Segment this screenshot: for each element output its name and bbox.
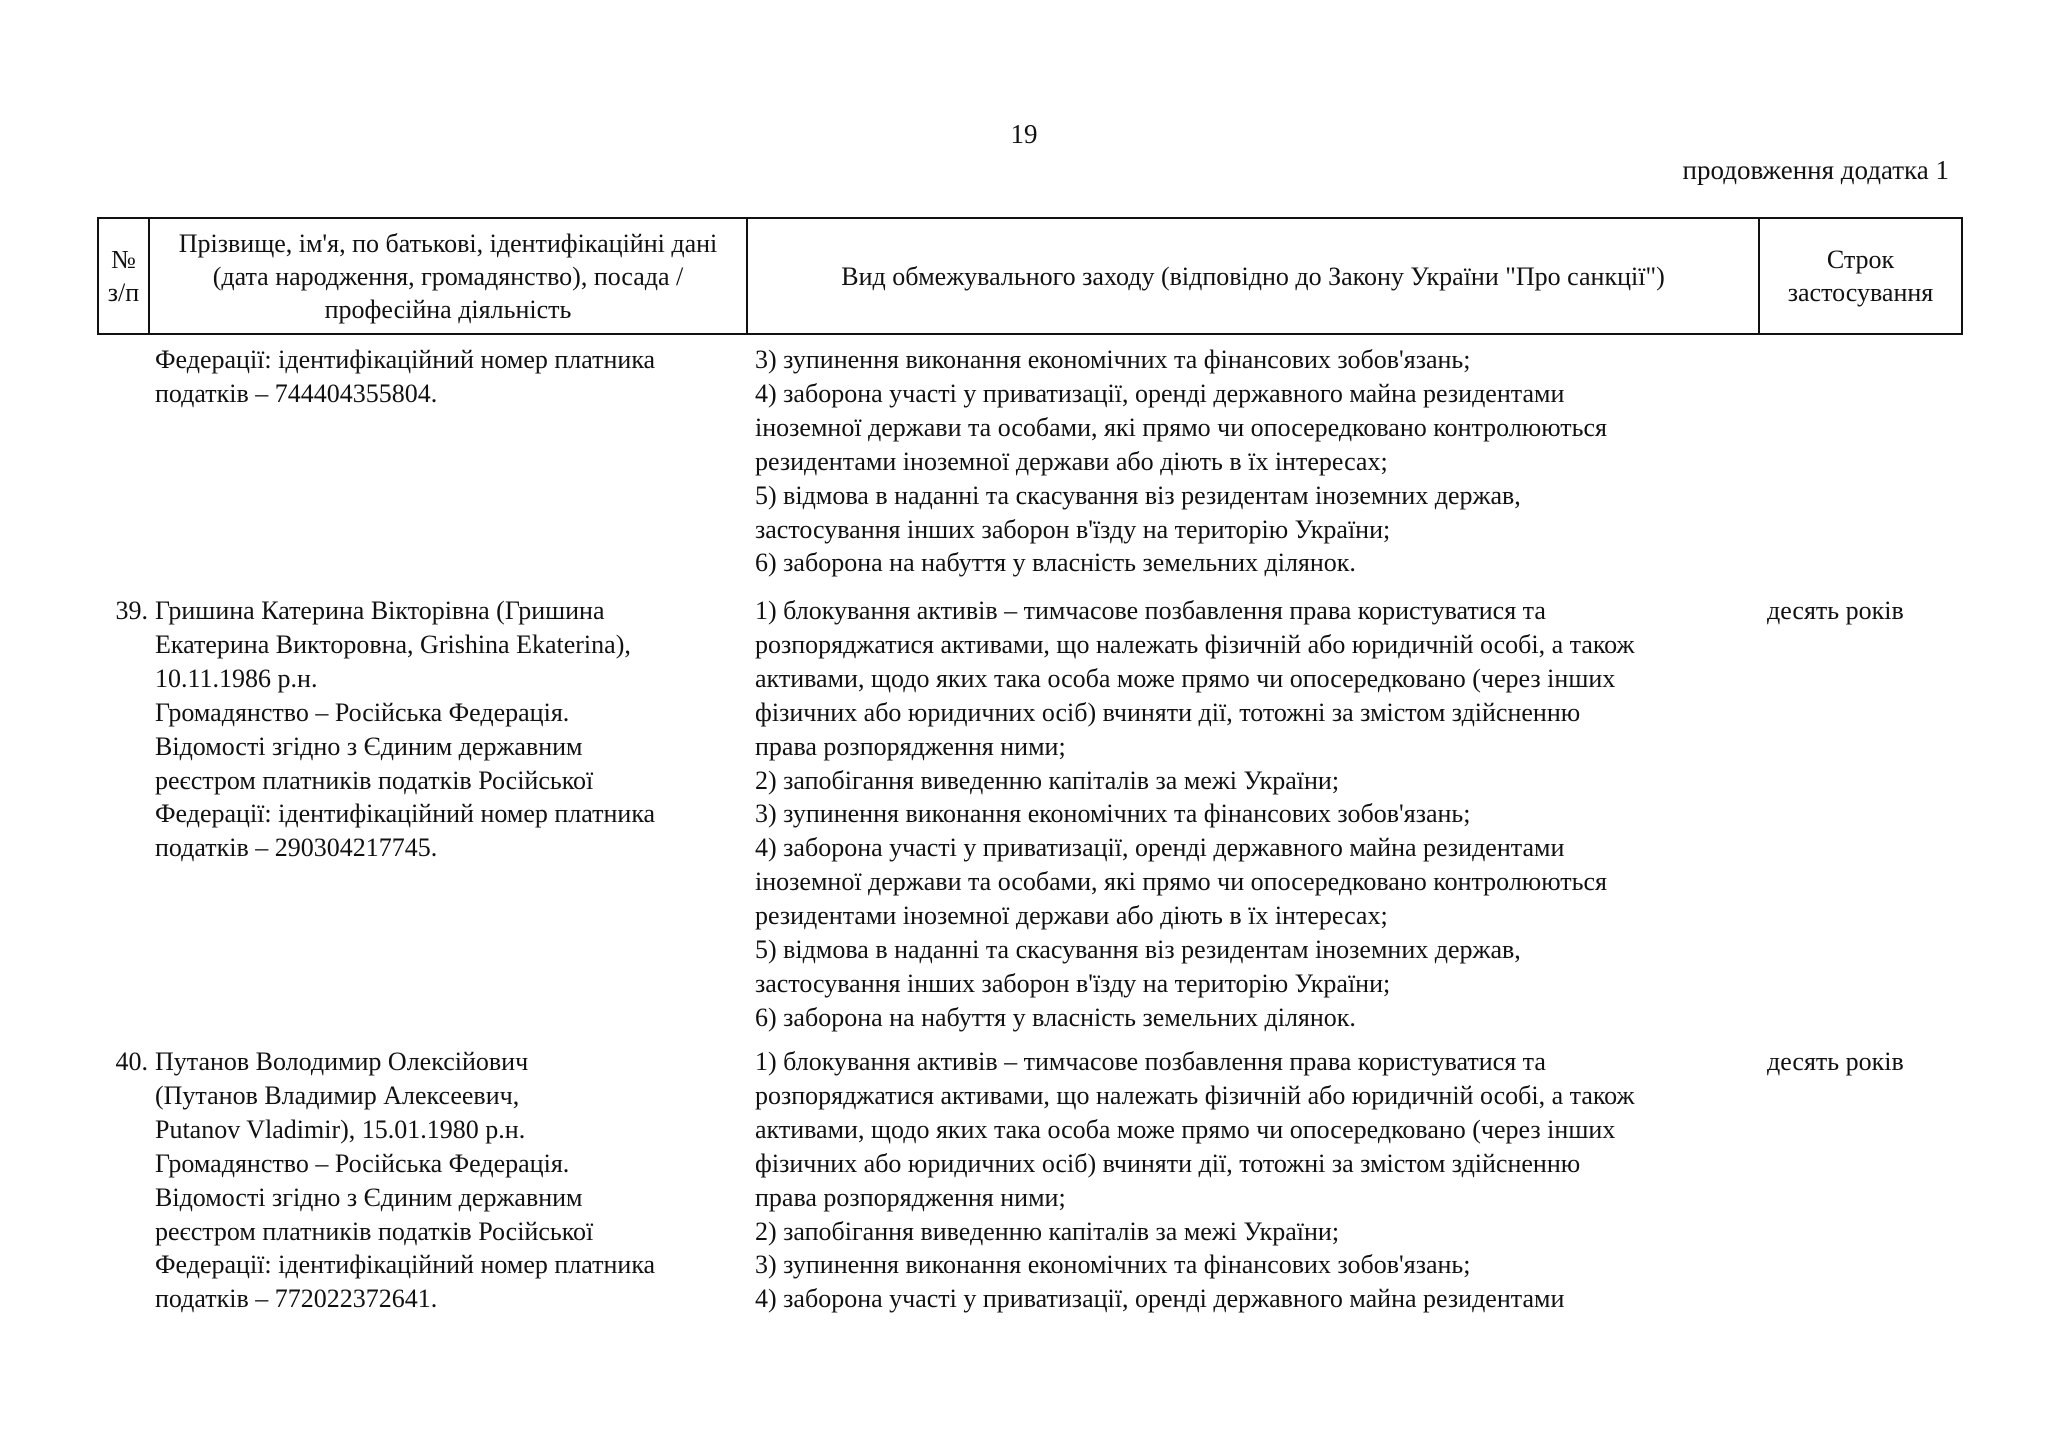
measure-line: 1) блокування активів – тимчасове позбавлення права користуватися та xyxy=(755,596,1546,625)
measure-line: 4) заборона участі у приватизації, оренді державного майна резидентами xyxy=(755,1284,1565,1314)
page-number: 19 xyxy=(1010,119,1038,149)
measure-line: активами, щодо яких така особа може прямо чи опосередковано (через інших xyxy=(755,663,1616,693)
person-line: реєстром платників податків Російської xyxy=(155,765,594,795)
row-number: 39. xyxy=(115,596,148,625)
person-line: Федерації: ідентифікаційний номер платника xyxy=(155,799,656,829)
person-line: податків – 744404355804. xyxy=(155,378,438,408)
restrictive-measures xyxy=(755,594,1760,1035)
restrictive-measures xyxy=(755,1045,1760,1316)
restrictive-measures xyxy=(755,343,1760,580)
person-line: Федерації: ідентифікаційний номер платника xyxy=(155,1250,656,1280)
measure-line: 1) блокування активів – тимчасове позбавлення права користуватися та xyxy=(755,1047,1546,1076)
measure-line: резидентами іноземної держави або діють в їх інтересах; xyxy=(755,446,1388,476)
application-term: десять років xyxy=(1767,596,1904,625)
measure-line: 3) зупинення виконання економічних та фінансових зобов'язань; xyxy=(755,345,1471,374)
person-line: реєстром платників податків Російської xyxy=(155,1216,594,1246)
measure-line: 4) заборона участі у приватизації, оренді державного майна резидентами xyxy=(755,378,1565,408)
person-line: Екатерина Викторовна, Grishina Ekaterina), xyxy=(155,629,631,659)
measure-line: 2) запобігання виведенню капіталів за межі України; xyxy=(755,765,1340,795)
person-line: Відомості згідно з Єдиним державним xyxy=(155,1182,583,1212)
person-line: податків – 772022372641. xyxy=(155,1284,438,1314)
appendix-continuation-note: продовження додатка 1 xyxy=(1682,155,1949,185)
person-line: Громадянство – Російська Федерація. xyxy=(155,1148,570,1178)
sanctions-table-header xyxy=(97,217,1963,335)
measure-line: 3) зупинення виконання економічних та фінансових зобов'язань; xyxy=(755,1250,1471,1280)
person-line: 10.11.1986 р.н. xyxy=(155,663,318,693)
measure-line: резидентами іноземної держави або діють в їх інтересах; xyxy=(755,901,1388,931)
person-line: Громадянство – Російська Федерація. xyxy=(155,697,570,727)
measure-line: 4) заборона участі у приватизації, оренді державного майна резидентами xyxy=(755,833,1565,863)
measure-line: іноземної держави та особами, які прямо чи опосередковано контролюються xyxy=(755,867,1608,897)
header-person-details: Прізвище, ім'я, по батькові, ідентифікаційні дані (дата народження, громадянство), посада / професійна діяльність xyxy=(149,218,747,334)
person-details xyxy=(155,594,740,865)
person-line: Гришина Катерина Вікторівна (Гришина xyxy=(155,596,605,625)
person-line: Путанов Володимир Олексійович xyxy=(155,1047,529,1076)
person-line: Putanov Vladimir), 15.01.1980 р.н. xyxy=(155,1114,526,1144)
measure-line: фізичних або юридичних осіб) вчиняти дії, тотожні за змістом здійсненню xyxy=(755,1148,1581,1178)
measure-line: застосування інших заборон в'їзду на територію України; xyxy=(755,514,1391,544)
header-restrictive-measure: Вид обмежувального заходу (відповідно до Закону України "Про санкції") xyxy=(747,218,1759,334)
person-line: Федерації: ідентифікаційний номер платника xyxy=(155,345,656,374)
measure-line: 3) зупинення виконання економічних та фінансових зобов'язань; xyxy=(755,799,1471,829)
person-line: Відомості згідно з Єдиним державним xyxy=(155,731,583,761)
header-number: № з/п xyxy=(98,218,149,334)
measure-line: 6) заборона на набуття у власність земельних ділянок. xyxy=(755,1002,1356,1032)
measure-line: активами, щодо яких така особа може прямо чи опосередковано (через інших xyxy=(755,1114,1616,1144)
person-details xyxy=(155,1045,740,1316)
measure-line: розпоряджатися активами, що належать фізичній або юридичній особі, а також xyxy=(755,1080,1635,1110)
measure-line: застосування інших заборон в'їзду на територію України; xyxy=(755,968,1391,998)
person-details xyxy=(155,343,740,411)
measure-line: 6) заборона на набуття у власність земельних ділянок. xyxy=(755,548,1356,578)
person-line: податків – 290304217745. xyxy=(155,833,438,863)
measure-line: розпоряджатися активами, що належать фізичній або юридичній особі, а також xyxy=(755,629,1635,659)
person-line: (Путанов Владимир Алексеевич, xyxy=(155,1080,520,1110)
measure-line: 5) відмова в наданні та скасування віз резидентам іноземних держав, xyxy=(755,480,1521,510)
row-number: 40. xyxy=(115,1047,148,1076)
measure-line: фізичних або юридичних осіб) вчиняти дії, тотожні за змістом здійсненню xyxy=(755,697,1581,727)
measure-line: іноземної держави та особами, які прямо чи опосередковано контролюються xyxy=(755,412,1608,442)
measure-line: 2) запобігання виведенню капіталів за межі України; xyxy=(755,1216,1340,1246)
measure-line: 5) відмова в наданні та скасування віз резидентам іноземних держав, xyxy=(755,935,1521,965)
measure-line: права розпорядження ними; xyxy=(755,731,1066,761)
header-application-term: Строк застосування xyxy=(1759,218,1962,334)
measure-line: права розпорядження ними; xyxy=(755,1182,1066,1212)
application-term: десять років xyxy=(1767,1047,1904,1076)
